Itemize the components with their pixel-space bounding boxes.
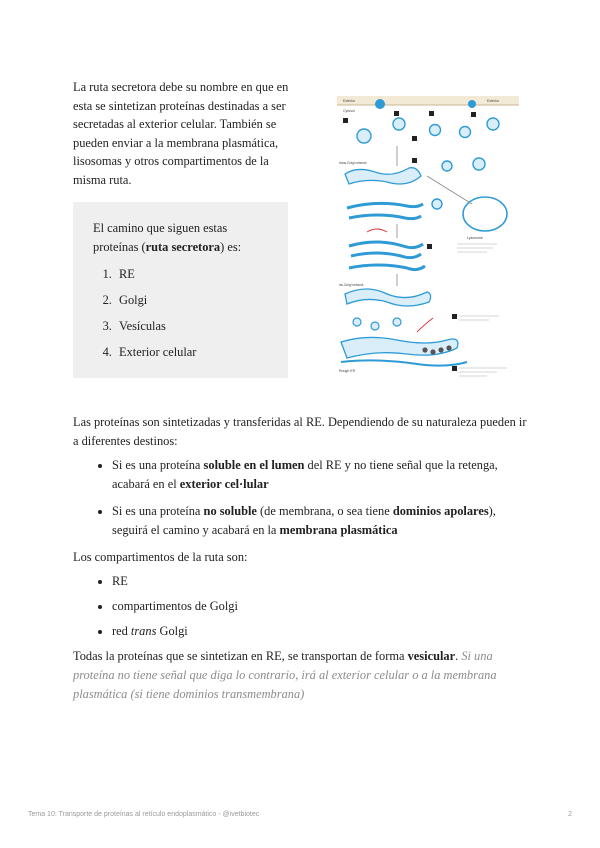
callout-text: El camino que siguen estas proteínas (ruta secretora) es: xyxy=(93,221,242,254)
secretory-route-callout xyxy=(73,202,288,378)
label-cytosol: Cytosol xyxy=(343,109,355,113)
default-destination-note: Si una proteína no tiene señal que diga lo contrario, irá al exterior celular o a la membrana plasmática (si tiene dominios transmembrana) xyxy=(73,649,497,701)
page-number: 2 xyxy=(568,811,572,818)
label-exterior-right: Exterior xyxy=(487,99,500,103)
compartment-item: • red trans Golgi xyxy=(112,622,528,641)
destination-soluble: • Si es una proteína soluble en el lumen del RE y no tiene señal que la retenga, acabará en el exterior cel·lular xyxy=(112,456,528,494)
vesicular-transport-paragraph: Todas la proteínas que se sintetizan en RE, se transportan de forma vesicular. Si una proteína no tiene señal que diga lo contrario, irá al exterior celular o a la membrana plasmática (si tiene dominios transmembrana) xyxy=(73,649,497,701)
main-content xyxy=(73,413,528,704)
secretory-vesicle xyxy=(357,129,371,143)
route-step: 4. Exterior celular xyxy=(115,343,274,362)
route-step: 1. RE xyxy=(115,265,274,284)
secretory-vesicle-fusing xyxy=(375,99,385,109)
compartment-item: • compartimentos de Golgi xyxy=(112,597,528,616)
page-footer xyxy=(28,811,572,818)
compartments-list xyxy=(73,572,528,641)
transport-vesicle xyxy=(432,199,442,209)
transport-vesicle xyxy=(430,125,441,136)
intro-paragraph: La ruta secretora debe su nombre en que en esta se sintetizan proteínas destinadas a ser secretadas al exterior celular. También se pueden enviar a la membrana plasmática, lisosomas y otros compartimentos de la misma ruta. xyxy=(73,80,289,187)
route-step: 3. Vesículas xyxy=(115,317,274,336)
destinations-intro: Las proteínas son sintetizadas y transferidas al RE. Dependiendo de su naturaleza pueden ir a diferentes destinos: xyxy=(73,415,527,448)
secretory-vesicle xyxy=(393,118,405,130)
compartments-intro: Los compartimentos de la ruta son: xyxy=(73,550,248,564)
secretory-route-term: ruta secretora xyxy=(145,240,221,254)
transport-vesicle xyxy=(442,161,452,171)
transport-vesicle xyxy=(460,127,471,138)
destination-membrane: • Si es una proteína no soluble (de membrana, o sea tiene dominios apolares), seguirá el camino y acabará en la membrana plasmática xyxy=(112,502,528,540)
late-endosome xyxy=(473,158,485,170)
label-exterior: Exterior xyxy=(343,99,356,103)
label-trans-golgi: trans-Golgi network xyxy=(339,161,367,165)
label-rough-er: Rough ER xyxy=(339,369,356,373)
route-steps-list xyxy=(93,265,274,362)
compartment-item: • RE xyxy=(112,572,528,591)
secretory-pathway-figure xyxy=(337,96,519,379)
footer-title: Tema 10: Transporte de proteínas al retículo endoplasmático - @ivetbiotec xyxy=(28,811,260,818)
secretory-vesicle-fusing xyxy=(468,100,476,108)
label-lysosome: Lysosome xyxy=(467,236,483,240)
destinations-list xyxy=(73,456,528,540)
route-step: 2. Golgi xyxy=(115,291,274,310)
endocytic-vesicle xyxy=(487,118,499,130)
label-cis-golgi: cis-Golgi network xyxy=(339,283,364,287)
